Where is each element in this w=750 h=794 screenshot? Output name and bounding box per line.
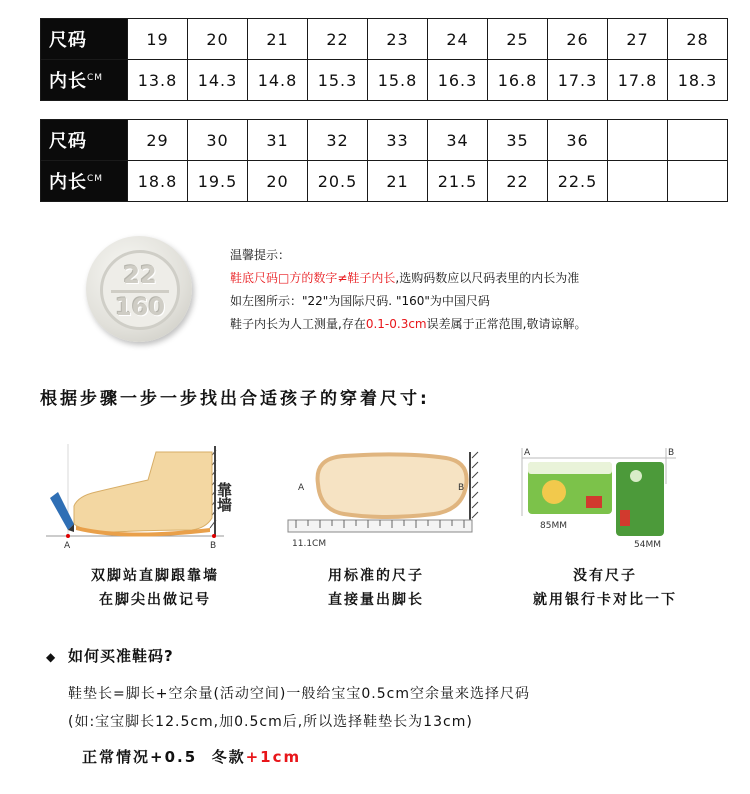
foot-against-wall-illustration <box>44 436 254 556</box>
mark-a <box>66 534 70 538</box>
label-b: B <box>668 448 675 458</box>
foot-print-shape <box>318 454 467 517</box>
length-cell: 19.5 <box>188 161 248 202</box>
winter-extra: +1cm <box>245 748 302 766</box>
card-side-logo <box>620 510 630 526</box>
tips-line-2-text: 如左图所示："22"为国际尺码. "160"为中国尺码 <box>230 294 490 308</box>
wall-text: 靠墙 <box>215 482 233 512</box>
length-cell: 21 <box>368 161 428 202</box>
howto-line-2: (如:宝宝脚长12.5cm,加0.5cm后,所以选择鞋垫长为13cm) <box>68 714 473 730</box>
length-cell: 16.3 <box>428 60 488 101</box>
size-cell: 34 <box>428 120 488 161</box>
size-cell: 21 <box>248 19 308 60</box>
length-cell: 14.8 <box>248 60 308 101</box>
size-cell: 36 <box>548 120 608 161</box>
inner-length-label <box>41 161 128 202</box>
tips-line-1 <box>230 267 586 290</box>
length-row <box>41 60 728 101</box>
size-cell: 33 <box>368 120 428 161</box>
size-cell-empty <box>608 120 668 161</box>
caption-line: 双脚站直脚跟靠墙 <box>91 568 219 584</box>
caption-line: 直接量出脚长 <box>328 592 424 608</box>
length-cell: 18.3 <box>668 60 728 101</box>
length-cell: 22.5 <box>548 161 608 202</box>
tips-warning: 鞋底尺码□方的数字≠鞋子内长 <box>230 271 396 285</box>
caption-step-3 <box>490 564 720 612</box>
steps-title: 根据步骤一步一步找出合适孩子的穿着尺寸: <box>40 389 430 409</box>
size-row <box>41 19 728 60</box>
size-label: 尺码 <box>41 19 128 60</box>
size-cell: 24 <box>428 19 488 60</box>
ruler-measure-illustration <box>284 448 494 552</box>
howto-title: 如何买准鞋码? <box>68 647 174 665</box>
length-cell-empty <box>608 161 668 202</box>
length-cell: 22 <box>488 161 548 202</box>
size-cell: 25 <box>488 19 548 60</box>
tips-line-1-rest: ,选购码数应以尺码表里的内长为准 <box>395 271 580 285</box>
tips-line-3-post: 误差属于正常范围,敬请谅解。 <box>426 317 587 331</box>
card-emblem <box>542 480 566 504</box>
tips-tolerance: 0.1-0.3cm <box>365 317 427 331</box>
size-table-1 <box>40 18 728 101</box>
size-cell: 35 <box>488 120 548 161</box>
size-cell: 31 <box>248 120 308 161</box>
length-row <box>41 161 728 202</box>
size-cell: 29 <box>128 120 188 161</box>
tips-line-3-pre: 鞋子内长为人工测量,存在 <box>230 317 366 331</box>
tips-heading: 温馨提示： <box>230 248 291 262</box>
tips-line-3 <box>230 313 586 336</box>
label-a: A <box>64 541 71 551</box>
ruler-reading: 11.1CM <box>292 539 327 549</box>
inner-length-text: 内长 <box>49 71 87 92</box>
length-cell: 15.8 <box>368 60 428 101</box>
size-cell: 26 <box>548 19 608 60</box>
size-cell: 28 <box>668 19 728 60</box>
length-cell: 13.8 <box>128 60 188 101</box>
howto-line-3-pre: 正常情况+0.5 冬款 <box>82 748 246 766</box>
china-size: 160 <box>114 293 166 321</box>
size-cell: 32 <box>308 120 368 161</box>
card-height-text: 54MM <box>634 540 661 550</box>
card-strip <box>528 462 612 474</box>
label-b: B <box>210 541 217 551</box>
size-cell: 20 <box>188 19 248 60</box>
length-cell: 17.8 <box>608 60 668 101</box>
size-row <box>41 120 728 161</box>
caption-line: 用标准的尺子 <box>328 568 424 584</box>
card-logo <box>586 496 602 508</box>
card-width-text: 85MM <box>540 521 567 531</box>
length-cell: 20 <box>248 161 308 202</box>
caption-step-1 <box>40 564 270 612</box>
length-cell: 20.5 <box>308 161 368 202</box>
caption-line: 没有尺子 <box>573 568 637 584</box>
mark-b <box>212 534 216 538</box>
warm-tips <box>230 244 586 336</box>
size-cell-empty <box>668 120 728 161</box>
length-cell: 16.8 <box>488 60 548 101</box>
caption-line: 在脚尖出做记号 <box>99 592 211 608</box>
caption-line: 就用银行卡对比一下 <box>533 592 677 608</box>
size-table-2 <box>40 119 728 202</box>
size-cell: 27 <box>608 19 668 60</box>
inner-length-text: 内长 <box>49 172 87 193</box>
size-cell: 30 <box>188 120 248 161</box>
howto-line-1: 鞋垫长=脚长+空余量(活动空间)一般给宝宝0.5cm空余量来选择尺码 <box>68 686 530 702</box>
size-label: 尺码 <box>41 120 128 161</box>
length-cell: 15.3 <box>308 60 368 101</box>
bullet-icon: ◆ <box>46 650 56 664</box>
size-cell: 22 <box>308 19 368 60</box>
inner-length-label <box>41 60 128 101</box>
length-cell: 14.3 <box>188 60 248 101</box>
label-a: A <box>298 483 305 493</box>
unit-label: CM <box>87 174 104 184</box>
wall-hatch <box>472 452 478 518</box>
unit-label: CM <box>87 73 104 83</box>
label-b: B <box>458 483 465 493</box>
length-cell-empty <box>668 161 728 202</box>
card-side-emblem <box>630 470 642 482</box>
sole-size-stamp <box>86 236 192 342</box>
size-cell: 19 <box>128 19 188 60</box>
sole-size-stamp-inner <box>100 250 180 330</box>
length-cell: 18.8 <box>128 161 188 202</box>
howto-line-3 <box>82 746 301 767</box>
length-cell: 21.5 <box>428 161 488 202</box>
bank-card-illustration <box>518 444 688 552</box>
label-a: A <box>524 448 531 458</box>
size-cell: 23 <box>368 19 428 60</box>
international-size: 22 <box>123 261 157 289</box>
tips-line-2 <box>230 290 586 313</box>
caption-step-2 <box>276 564 476 612</box>
length-cell: 17.3 <box>548 60 608 101</box>
